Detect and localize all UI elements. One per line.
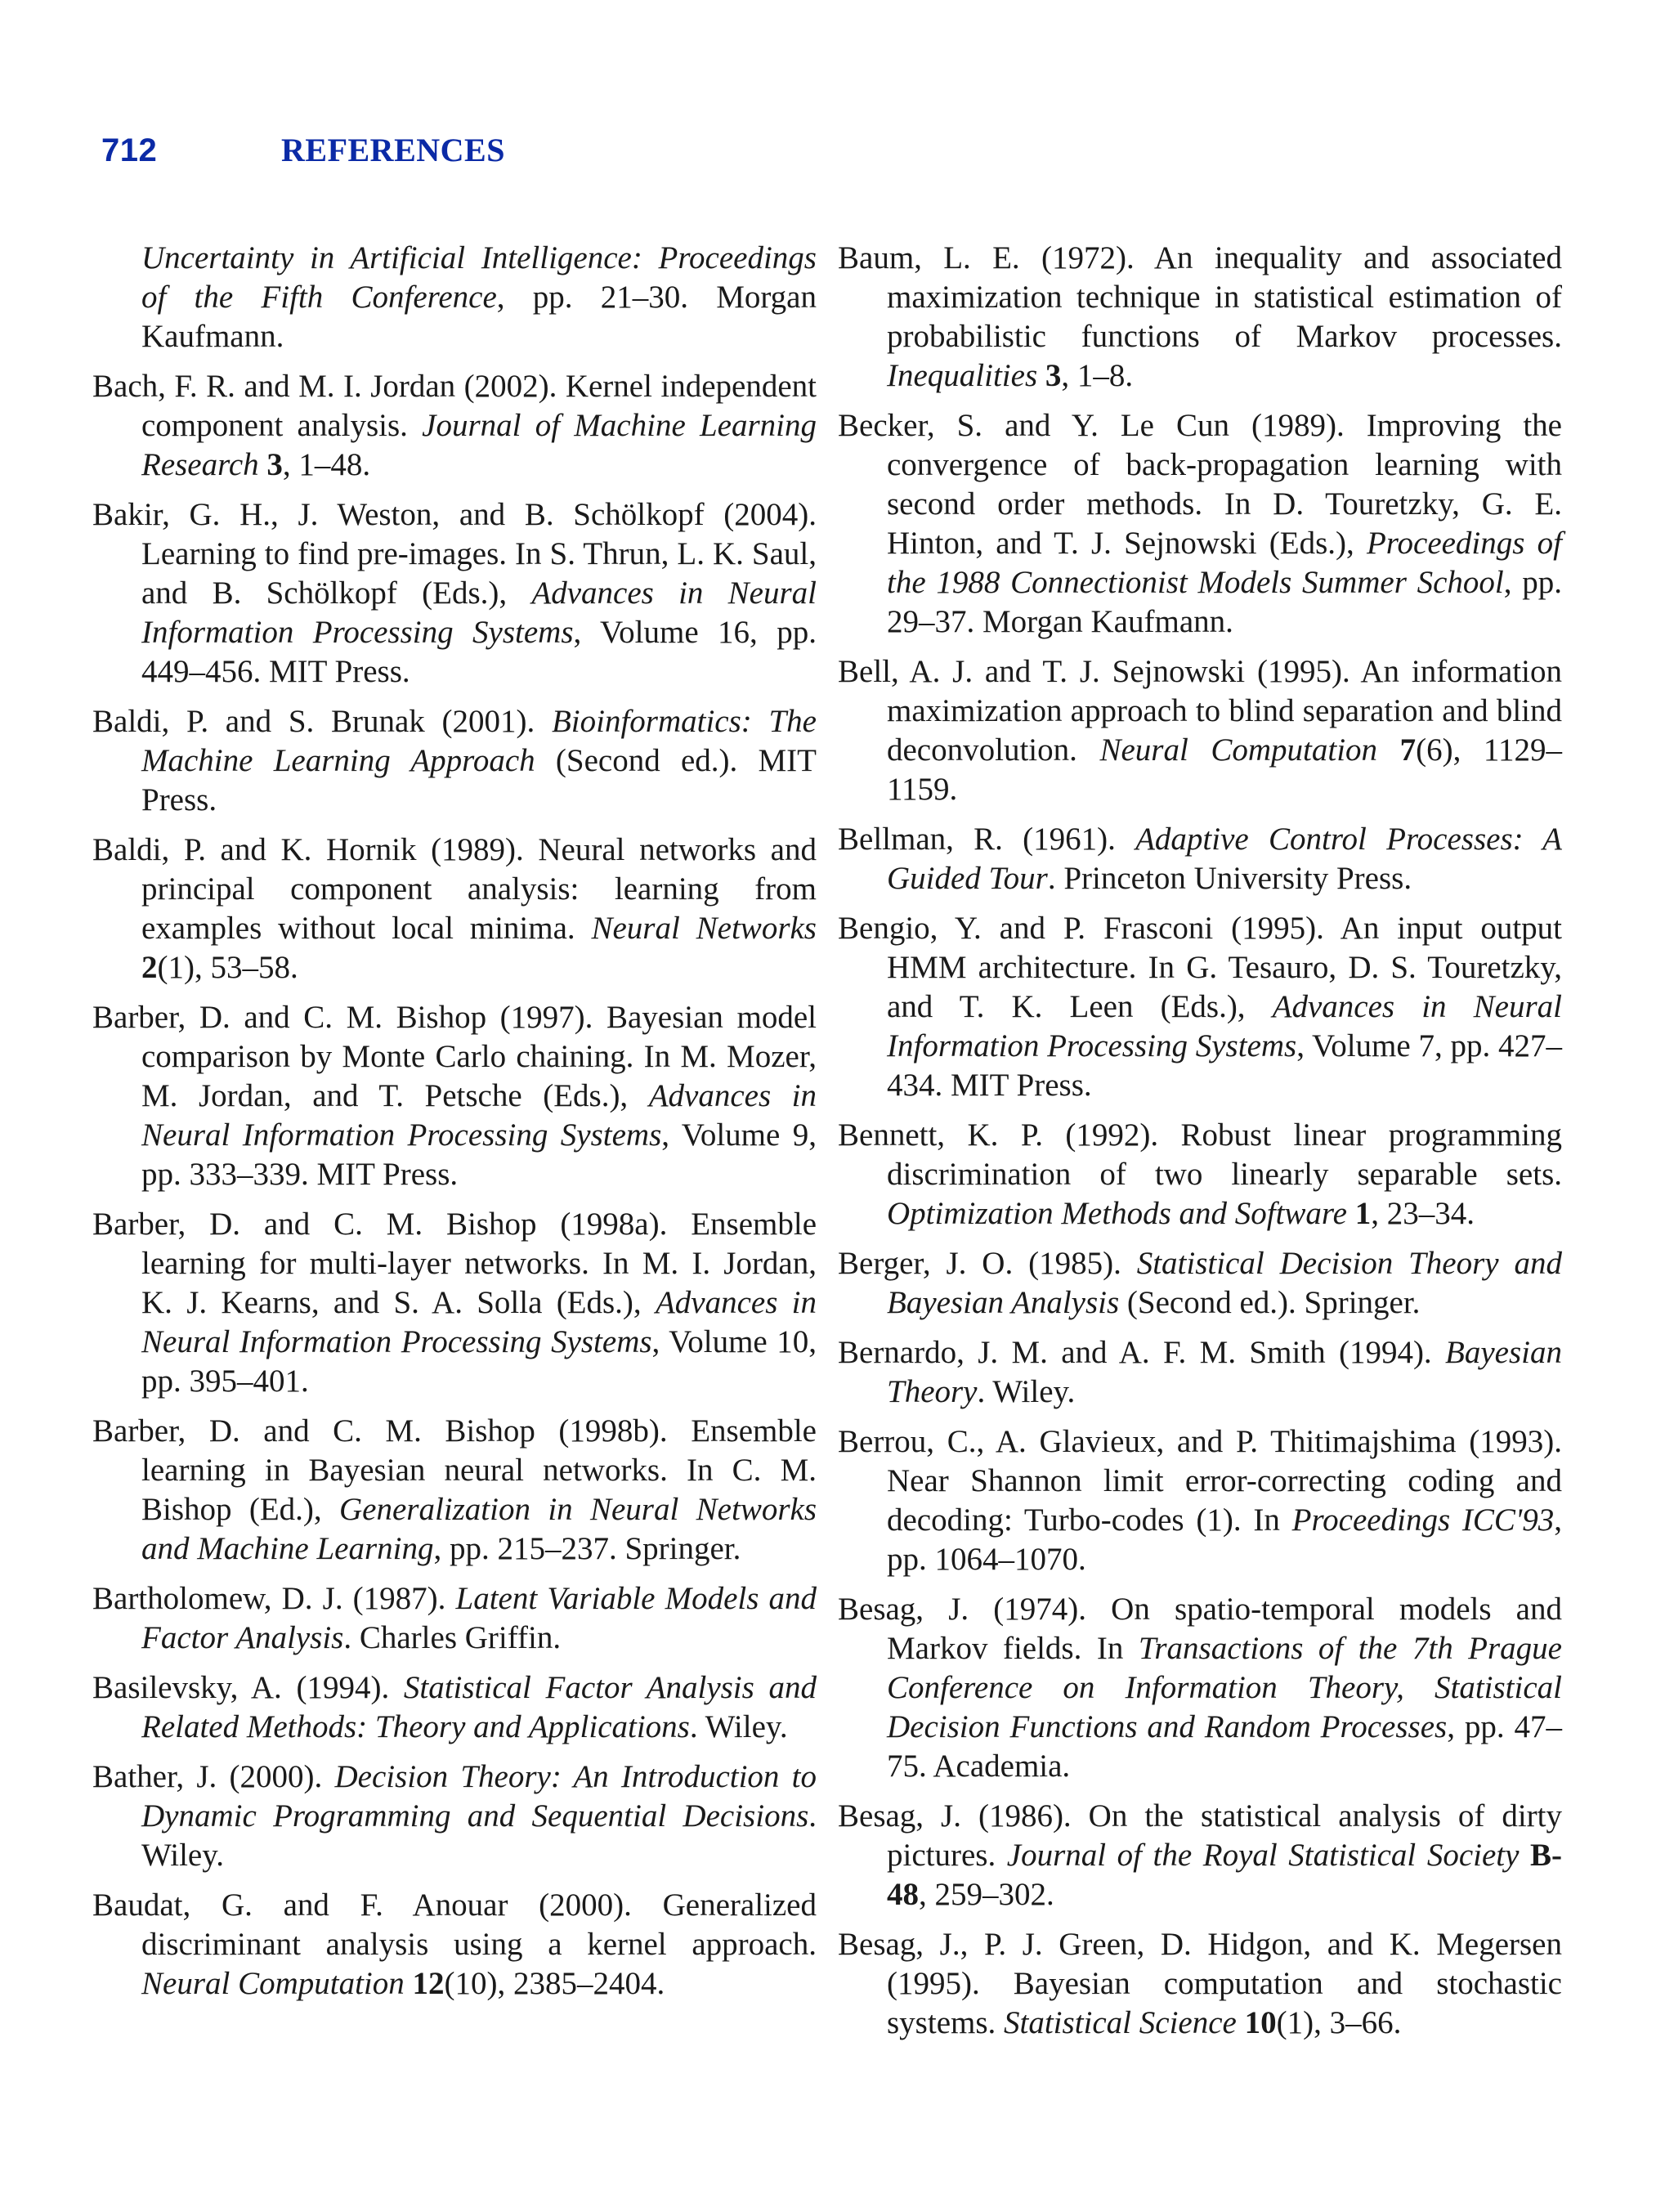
reference-text: . Wiley.	[977, 1374, 1076, 1409]
reference-text: Bennett, K. P. (1992). Robust linear programming discrimination of two linearly separable sets.	[838, 1117, 1562, 1192]
reference-entry	[838, 820, 1562, 898]
reference-entry	[92, 1886, 817, 2004]
reference-entry	[838, 406, 1562, 642]
references-left-column	[92, 239, 817, 2014]
reference-text: (Second ed.). Springer.	[1119, 1285, 1421, 1320]
reference-entry	[92, 702, 817, 820]
reference-text: Baum, L. E. (1972). An inequality and associated maximization technique in statistical estimation of probabilistic functions of Markov processes.	[838, 240, 1562, 354]
reference-text: Besag, J. (1986). On the statistical analysis of dirty pictures.	[838, 1798, 1562, 1873]
reference-entry	[92, 367, 817, 485]
reference-text: (1), 3–66.	[1276, 2005, 1402, 2040]
reference-text: Barber, D. and C. M. Bishop (1998b). Ensemble learning in Bayesian neural networks. In C. M. Bishop (Ed.),	[92, 1413, 817, 1527]
reference-entry	[92, 495, 817, 692]
page-header	[101, 131, 505, 170]
reference-title: Bayesian Theory	[887, 1335, 1562, 1409]
reference-text: (Second ed.). MIT Press.	[141, 743, 817, 817]
reference-text	[1377, 732, 1400, 768]
reference-entry	[838, 1333, 1562, 1412]
reference-volume: B-48	[887, 1838, 1562, 1912]
reference-entry	[92, 831, 817, 987]
reference-entry	[92, 1668, 817, 1747]
reference-text: , pp. 21–30. Morgan Kaufmann.	[141, 280, 817, 354]
reference-entry	[92, 1758, 817, 1875]
reference-text: Bakir, G. H., J. Weston, and B. Schölkopf (2004). Learning to find pre-images. In S. Thrun, L. K. Saul, and B. Schölkopf (Eds.),	[92, 497, 817, 611]
reference-title: Generalization in Neural Networks and Machine Learning	[141, 1492, 817, 1566]
reference-text	[259, 447, 267, 482]
reference-title: Advances in Neural Information Processing Systems	[141, 575, 817, 650]
reference-title: Statistical Science	[1004, 2005, 1237, 2040]
reference-text: Berger, J. O. (1985).	[838, 1246, 1137, 1281]
reference-text: Besag, J. (1974). On spatio-temporal models and Markov fields. In	[838, 1592, 1562, 1666]
reference-text: Bartholomew, D. J. (1987).	[92, 1581, 456, 1616]
reference-title: Neural Computation	[1099, 732, 1378, 768]
reference-entry	[92, 1412, 817, 1569]
reference-entry	[92, 239, 817, 356]
reference-text: , 23–34.	[1371, 1196, 1475, 1231]
reference-text: Besag, J., P. J. Green, D. Hidgon, and K. Megersen (1995). Bayesian computation and stochastic systems.	[838, 1927, 1562, 2040]
reference-text: , Volume 7, pp. 427–434. MIT Press.	[887, 1028, 1562, 1103]
reference-title: Decision Theory: An Introduction to Dynamic Programming and Sequential Decisions	[141, 1759, 817, 1834]
reference-text: , 259–302.	[919, 1877, 1054, 1912]
reference-entry	[838, 1422, 1562, 1579]
reference-text: . Charles Griffin.	[343, 1620, 562, 1655]
reference-text: , pp. 29–37. Morgan Kaufmann.	[887, 565, 1563, 639]
reference-entry	[838, 239, 1562, 396]
reference-text	[1347, 1196, 1355, 1231]
reference-text: , Volume 16, pp. 449–456. MIT Press.	[141, 615, 817, 689]
reference-title: Journal of the Royal Statistical Society	[1006, 1838, 1520, 1873]
reference-title: Optimization Methods and Software	[887, 1196, 1347, 1231]
reference-text	[1237, 2005, 1245, 2040]
reference-title: Neural Computation	[141, 1966, 405, 2001]
reference-title: Adaptive Control Processes: A Guided Tour	[887, 822, 1562, 896]
reference-entry	[838, 652, 1562, 809]
reference-title: Uncertainty in Artificial Intelligence: Proceedings of the Fifth Conference	[141, 240, 817, 315]
reference-entry	[92, 1579, 817, 1658]
reference-text	[1519, 1838, 1530, 1873]
reference-text: Bengio, Y. and P. Frasconi (1995). An input output HMM architecture. In G. Tesauro, D. S. Touretzky, and T. K. Leen (Eds.),	[838, 911, 1562, 1024]
reference-entry	[838, 1244, 1562, 1323]
reference-title: Journal of Machine Learning Research	[141, 408, 817, 482]
reference-volume: 12	[412, 1966, 445, 2001]
reference-volume: 3	[1045, 358, 1062, 393]
reference-title: Latent Variable Models and Factor Analysis	[141, 1581, 817, 1655]
references-right-column	[838, 239, 1562, 2053]
reference-volume: 1	[1354, 1196, 1372, 1231]
reference-text: (6), 1129–1159.	[887, 732, 1562, 807]
reference-text: Becker, S. and Y. Le Cun (1989). Improving the convergence of back-propagation learning with second order methods. In D. Touretzky, G. E. Hinton, and T. J. Sejnowski (Eds.),	[838, 408, 1562, 561]
reference-volume: 2	[141, 950, 158, 985]
reference-text: , 1–48.	[282, 447, 371, 482]
reference-text: , pp. 215–237. Springer.	[433, 1531, 741, 1566]
reference-text: Barber, D. and C. M. Bishop (1998a). Ensemble learning for multi-layer networks. In M. I. Jordan, K. J. Kearns, and S. A. Solla (Eds.),	[92, 1207, 817, 1320]
reference-title: Transactions of the 7th Prague Conference on Information Theory, Statistical Decision Functions and Random Processes	[887, 1631, 1562, 1744]
reference-text: , Volume 9, pp. 333–339. MIT Press.	[141, 1117, 817, 1192]
reference-title: Statistical Decision Theory and Bayesian Analysis	[887, 1246, 1562, 1320]
reference-entry	[838, 1925, 1562, 2043]
reference-text: Baldi, P. and S. Brunak (2001).	[92, 704, 552, 739]
reference-text: , 1–8.	[1061, 358, 1134, 393]
reference-entry	[838, 1797, 1562, 1914]
reference-text	[1037, 358, 1045, 393]
reference-title: Statistical Factor Analysis and Related Methods: Theory and Applications	[141, 1670, 817, 1744]
reference-text: . Wiley.	[689, 1709, 788, 1744]
reference-title: Advances in Neural Information Processing Systems	[887, 989, 1562, 1063]
running-title: REFERENCES	[281, 132, 505, 168]
reference-text: (10), 2385–2404.	[444, 1966, 665, 2001]
reference-text: , pp. 1064–1070.	[887, 1502, 1562, 1577]
reference-entry	[838, 909, 1562, 1105]
reference-text: Bather, J. (2000).	[92, 1759, 335, 1794]
reference-text: Basilevsky, A. (1994).	[92, 1670, 404, 1705]
reference-volume: 3	[266, 447, 283, 482]
reference-title: Advances in Neural Information Processing Systems	[141, 1078, 817, 1153]
reference-text	[405, 1966, 413, 2001]
reference-volume: 7	[1399, 732, 1417, 768]
reference-text: Bellman, R. (1961).	[838, 822, 1136, 857]
reference-volume: 10	[1244, 2005, 1277, 2040]
reference-text: . Princeton University Press.	[1047, 861, 1412, 896]
reference-text: , Volume 10, pp. 395–401.	[141, 1324, 817, 1399]
reference-title: Inequalities	[887, 358, 1038, 393]
page-number: 712	[101, 132, 158, 168]
reference-title: Proceedings of the 1988 Connectionist Models Summer School	[887, 526, 1562, 600]
reference-entry	[838, 1116, 1562, 1234]
reference-text: Bernardo, J. M. and A. F. M. Smith (1994).	[838, 1335, 1446, 1370]
reference-text: Baldi, P. and K. Hornik (1989). Neural networks and principal component analysis: learning from examples without local minima.	[92, 832, 817, 946]
reference-title: Proceedings ICC'93	[1291, 1502, 1555, 1538]
reference-text: . Wiley.	[141, 1798, 817, 1873]
reference-text: (1), 53–58.	[157, 950, 298, 985]
reference-text: Bell, A. J. and T. J. Sejnowski (1995). An information maximization approach to blind separation and blind deconvolution.	[838, 654, 1562, 768]
reference-entry	[92, 998, 817, 1194]
reference-text: Baudat, G. and F. Anouar (2000). Generalized discriminant analysis using a kernel approach.	[92, 1887, 817, 1962]
reference-title: Bioinformatics: The Machine Learning Approach	[141, 704, 817, 778]
reference-entry	[92, 1205, 817, 1401]
reference-title: Advances in Neural Information Processing Systems	[141, 1285, 817, 1359]
reference-text: Bach, F. R. and M. I. Jordan (2002). Kernel independent component analysis.	[92, 369, 817, 443]
reference-title: Neural Networks	[591, 911, 817, 946]
reference-entry	[838, 1590, 1562, 1786]
reference-text: Barber, D. and C. M. Bishop (1997). Bayesian model comparison by Monte Carlo chaining. In M. Mozer, M. Jordan, and T. Petsche (Eds.),	[92, 1000, 817, 1113]
reference-text: , pp. 47–75. Academia.	[887, 1709, 1562, 1784]
reference-text: Berrou, C., A. Glavieux, and P. Thitimajshima (1993). Near Shannon limit error-correcting coding and decoding: Turbo-codes (1). In	[838, 1424, 1562, 1538]
